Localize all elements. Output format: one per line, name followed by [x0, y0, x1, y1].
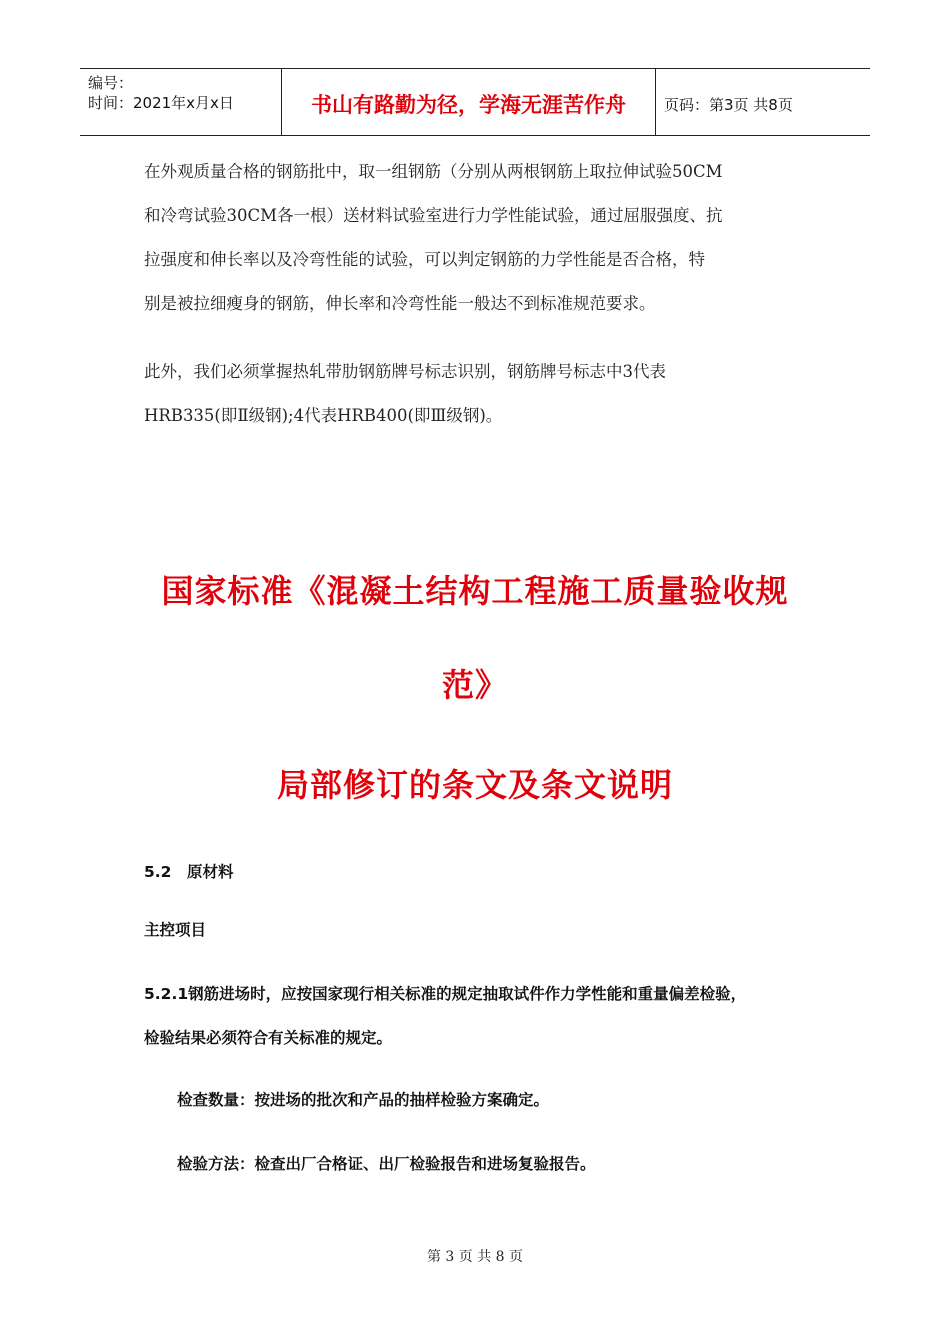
title-line-3: 局部修订的条文及条文说明 — [276, 766, 673, 804]
section-heading: 5.2 原材料 — [144, 863, 234, 881]
paragraph-2 — [144, 350, 809, 438]
text-line: 在外观质量合格的钢筋批中，取一组钢筋（分别从两根钢筋上取拉伸试验50CM — [144, 162, 723, 181]
text-line: HRB335(即Ⅱ级钢);4代表HRB400(即Ⅲ级钢)。 — [144, 406, 503, 425]
header-meta — [80, 69, 282, 135]
sub-heading: 主控项目 — [144, 921, 207, 939]
clause-line-2: 检验结果必须符合有关标准的规定。 — [144, 1029, 393, 1047]
document-header — [80, 68, 870, 136]
header-page-info: 页码：第3页 共8页 — [664, 95, 793, 114]
paragraph-1 — [144, 150, 809, 326]
page-footer: 第 3 页 共 8 页 — [426, 1249, 524, 1265]
clause-line-1: 5.2.1钢筋进场时，应按国家现行相关标准的规定抽取试件作力学性能和重量偏差检验， — [144, 985, 747, 1003]
header-motto: 书山有路勤为径，学海无涯苦作舟 — [282, 69, 656, 135]
check-method: 检验方法：检查出厂合格证、出厂检验报告和进场复验报告。 — [177, 1155, 596, 1173]
title-line-1: 国家标准《混凝土结构工程施工质量验收规 — [161, 572, 789, 610]
text-line: 别是被拉细瘦身的钢筋，伸长率和冷弯性能一般达不到标准规范要求。 — [144, 294, 656, 313]
check-quantity: 检查数量：按进场的批次和产品的抽样检验方案确定。 — [177, 1091, 550, 1109]
text-line: 和冷弯试验30CM各一根）送材料试验室进行力学性能试验，通过屈服强度、抗 — [144, 206, 723, 225]
text-line: 此外，我们必须掌握热轧带肋钢筋牌号标志识别，钢筋牌号标志中3代表 — [144, 362, 666, 381]
text-line: 拉强度和伸长率以及冷弯性能的试验，可以判定钢筋的力学性能是否合格，特 — [144, 250, 705, 269]
title-line-2: 范》 — [441, 666, 508, 704]
time-label: 时间：2021年x月x日 — [88, 94, 234, 112]
number-label: 编号： — [88, 74, 134, 92]
